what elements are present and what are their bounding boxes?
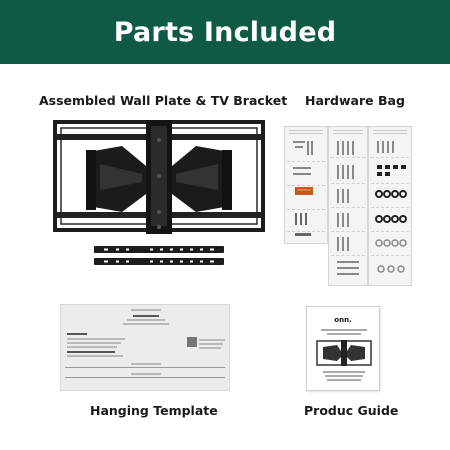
mount-diagram-icon — [315, 339, 373, 367]
wall-mount-bracket-image — [50, 116, 270, 240]
hanging-template-label: Hanging Template — [90, 403, 218, 418]
hardware-bag-label: Hardware Bag — [305, 93, 405, 108]
page-title: Parts Included — [113, 16, 337, 48]
header-banner — [0, 0, 450, 64]
product-guide-image — [306, 306, 380, 391]
hardware-bag-left — [284, 126, 328, 244]
qr-code-icon — [187, 337, 197, 347]
hardware-bag-right — [368, 126, 412, 286]
mounting-bars-image — [92, 244, 226, 268]
brand-logo: onn. — [334, 316, 352, 324]
wall-plate-label: Assembled Wall Plate & TV Bracket — [39, 93, 288, 108]
hanging-template-image — [60, 304, 230, 391]
hardware-bag-middle — [328, 126, 368, 286]
product-guide-label: Produc Guide — [304, 403, 399, 418]
